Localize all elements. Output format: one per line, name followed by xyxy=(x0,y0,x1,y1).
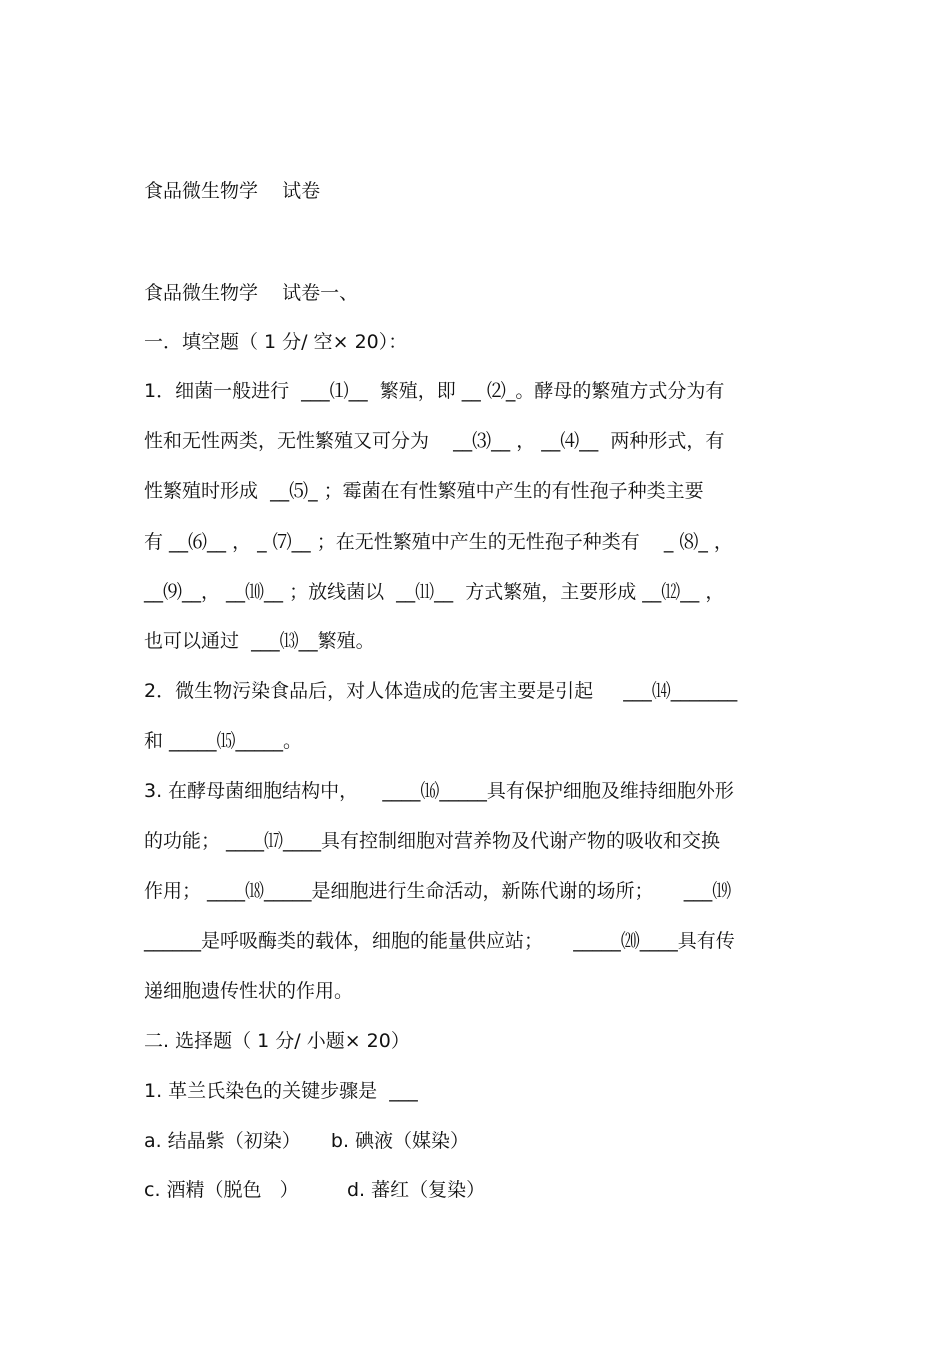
question-1-line-4: 有 __⑹__ ， _ ⑺__ ；在无性繁殖中产生的无性孢子种类有 _ ⑻_ ， xyxy=(144,531,733,553)
choice-options-a-b: a. 结晶紫（初染） b. 碘液（媒染） xyxy=(144,1130,470,1152)
question-3-line-1: 3. 在酵母菌细胞结构中， ____⒃_____具有保护细胞及维持细胞外形 xyxy=(144,780,734,802)
document-title: 食品微生物学 试卷 xyxy=(144,180,321,202)
question-3-line-2: 的功能； ____⒄____具有控制细胞对营养物及代谢产物的吸收和交换 xyxy=(144,830,721,852)
choice-question-1: 1. 革兰氏染色的关键步骤是 ___ xyxy=(144,1080,418,1102)
question-1-line-3: 性繁殖时形成 __⑸_ ；霉菌在有性繁殖中产生的有性孢子种类主要 xyxy=(144,480,704,502)
section-choice-heading: 二. 选择题（ 1 分/ 小题× 20） xyxy=(144,1030,410,1052)
question-3-line-4: ______是呼吸酶类的载体，细胞的能量供应站； _____⒇____具有传 xyxy=(144,930,735,952)
question-1-line-5: __⑼__， __⑽__ ；放线菌以 __⑾__ 方式繁殖，主要形成 __⑿__ ， xyxy=(144,581,725,603)
question-1-line-6: 也可以通过 ___⒀__繁殖。 xyxy=(144,630,375,652)
choice-options-c-d: c. 酒精（脱色 ） d. 蕃红（复染） xyxy=(144,1179,486,1201)
question-2-line-2: 和 _____⒂_____。 xyxy=(144,730,303,752)
question-2-line-1: 2．微生物污染食品后，对人体造成的危害主要是引起 ___⒁_______ xyxy=(144,680,738,702)
question-3-line-5: 递细胞遗传性状的作用。 xyxy=(144,980,354,1002)
question-3-line-3: 作用； ____⒅_____是细胞进行生命活动，新陈代谢的场所； ___⒆ xyxy=(144,880,732,902)
question-1-line-2: 性和无性两类，无性繁殖又可分为 __⑶__ ， __⑷__ 两种形式，有 xyxy=(144,430,725,452)
question-1-line-1: 1．细菌一般进行 ___⑴__ 繁殖，即 __ ⑵_。酵母的繁殖方式分为有 xyxy=(144,380,725,402)
exam-subtitle: 食品微生物学 试卷一、 xyxy=(144,282,359,304)
section-fill-in-heading: 一．填空题（ 1 分/ 空× 20）： xyxy=(144,331,408,353)
